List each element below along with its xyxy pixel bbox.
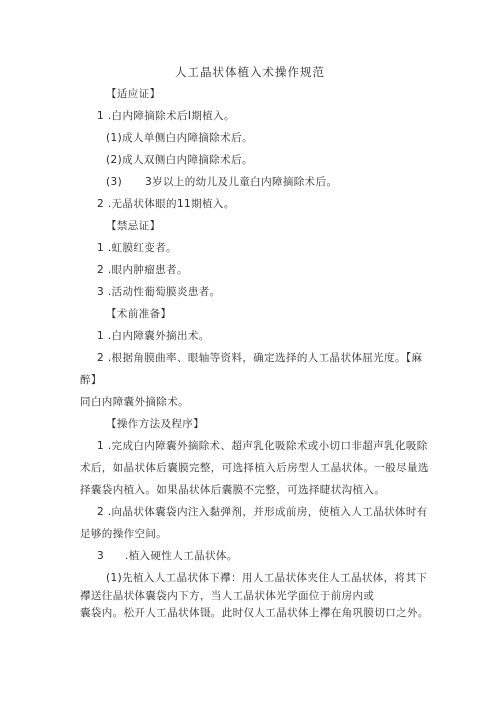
section-heading-indications: 【适应证】 — [106, 88, 161, 100]
indication-item-1c-number: (3) — [106, 176, 123, 188]
indication-item-1c-text: 3岁以上的幼儿及儿童白内障摘除术后。 — [145, 176, 338, 188]
contraindication-item-1: 1 .虹膜红变者。 — [97, 242, 177, 254]
section-heading-contraindications: 【禁忌证】 — [106, 220, 161, 232]
preop-item-2-line-2: 醉】 — [80, 374, 102, 386]
procedure-p1-line-2: 术后，如晶状体后囊膜完整，可选择植入后房型人工晶状体。一般尽量选 — [80, 462, 429, 474]
procedure-p3a-line-3: 囊袋内。松开人工晶状体镊。此时仅人工晶状体上襻在角巩膜切口之外。 — [80, 607, 429, 619]
procedure-p2-line-1: 2 .向晶状体囊袋内注入黏弹剂，并形成前房，使植入人工晶状体时有 — [97, 506, 428, 518]
anesthesia-text: 同白内障囊外摘除术。 — [80, 396, 189, 408]
indication-item-1a: (1)成人单侧白内障摘除术后。 — [106, 132, 253, 144]
procedure-p3a-line-2: 襻送往晶状体囊袋内下方，当人工晶状体光学面位于前房内或 — [80, 590, 375, 602]
indication-item-1: 1 .白内障摘除术后I期植入。 — [97, 110, 235, 122]
procedure-p3a-line-1: (1)先植入人工晶状体下襻：用人工晶状体夹住人工晶状体，将其下 — [106, 572, 428, 584]
contraindication-item-3: 3 .活动性葡萄膜炎患者。 — [97, 286, 221, 298]
procedure-p1-line-3: 择囊袋内植入。如果晶状体后囊膜不完整，可选择睫状沟植入。 — [80, 484, 386, 496]
procedure-p1-line-1: 1 .完成白内障囊外摘除术、超声乳化吸除术或小切口非超声乳化吸除 — [97, 440, 428, 452]
procedure-p3-text: .植入硬性人工晶状体。 — [125, 550, 238, 562]
contraindication-item-2: 2 .眼内肿瘤患者。 — [97, 264, 188, 276]
preop-item-2-line-1: 2 .根据角膜曲率、眼轴等资料，确定选择的人工晶状体屈光度。【麻 — [97, 352, 423, 364]
document-title: 人工晶状体植入术操作规范 — [175, 65, 325, 79]
procedure-p2-line-2: 足够的操作空间。 — [80, 528, 168, 540]
procedure-p3-number: 3 — [97, 550, 105, 562]
indication-item-2: 2 .无晶状体眼的11期植入。 — [97, 198, 235, 210]
indication-item-1b: (2)成人双侧白内障摘除术后。 — [106, 154, 253, 166]
section-heading-preop: 【术前准备】 — [106, 308, 172, 320]
section-heading-procedure: 【操作方法及程序】 — [106, 418, 205, 430]
preop-item-1: 1 .白内障囊外摘出术。 — [97, 330, 210, 342]
